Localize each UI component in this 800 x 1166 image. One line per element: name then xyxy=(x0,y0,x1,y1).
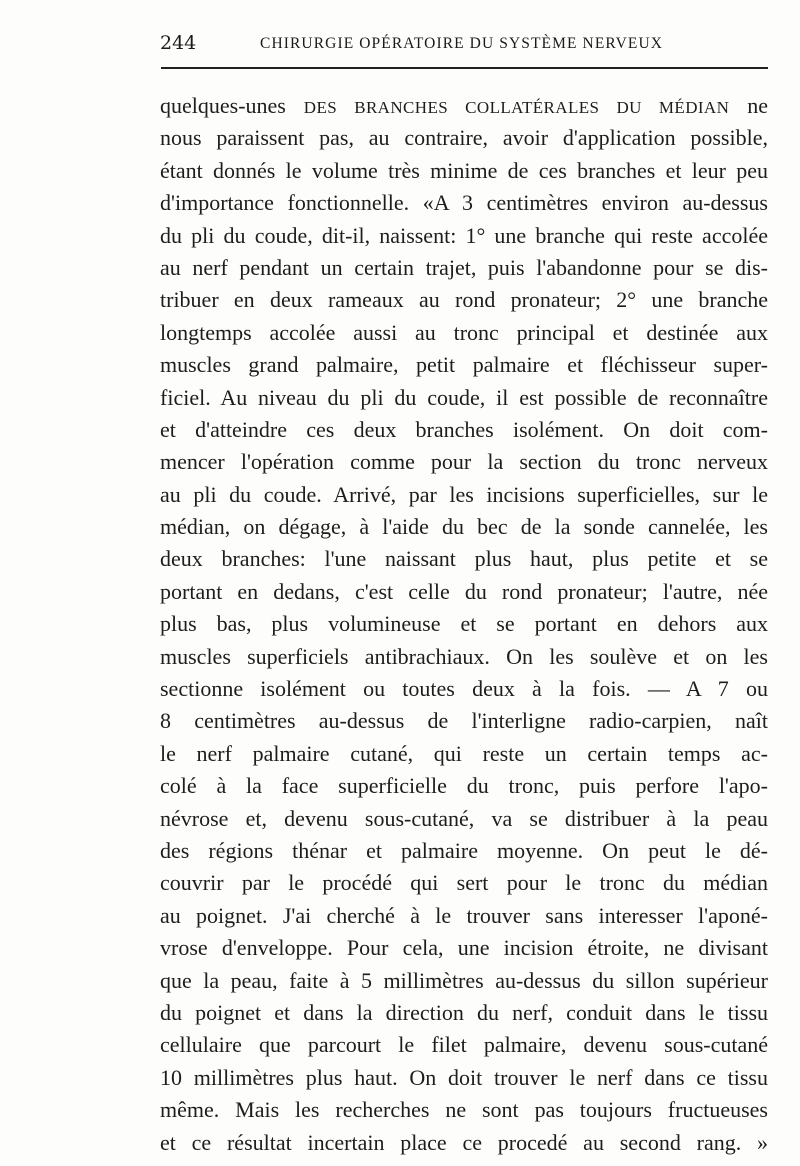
text-line: vrose d'enveloppe. Pour cela, une incision étroite, ne divisant xyxy=(160,935,768,961)
header-rule xyxy=(161,67,768,69)
text-line: du poignet et dans la direction du nerf, conduit dans le tissu xyxy=(160,999,768,1025)
text-line: le nerf palmaire cutané, qui reste un certain temps ac- xyxy=(160,740,768,766)
text-line: muscles superficiels antibrachiaux. On les soulève et on les xyxy=(160,643,768,669)
text-line: médian, on dégage, à l'aide du bec de la sonde cannelée, les xyxy=(160,514,768,540)
text-line: au pli du coude. Arrivé, par les incisions superficielles, sur le xyxy=(160,481,768,507)
text-line: névrose et, devenu sous-cutané, va se distribuer à la peau xyxy=(160,805,768,831)
text-line: sectionne isolément ou toutes deux à la fois. — A 7 ou xyxy=(160,676,768,702)
page-number: 244 xyxy=(160,32,197,54)
body-text xyxy=(160,90,768,1159)
text-line: mencer l'opération comme pour la section du tronc nerveux xyxy=(160,449,768,475)
text-line: cellulaire que parcourt le filet palmaire, devenu sous-cutané xyxy=(160,1032,768,1058)
text-line: portant en dedans, c'est celle du rond pronateur; l'autre, née xyxy=(160,578,768,604)
text-line: même. Mais les recherches ne sont pas toujours fructueuses xyxy=(160,1097,768,1123)
text-line: plus bas, plus volumineuse et se portant en dehors aux xyxy=(160,611,768,637)
text-line: tribuer en deux rameaux au rond pronateur; 2° une branche xyxy=(160,287,768,313)
running-head xyxy=(160,22,768,62)
text-line: longtemps accolée aussi au tronc principal et destinée aux xyxy=(160,319,768,345)
text-line: muscles grand palmaire, petit palmaire et fléchisseur super- xyxy=(160,352,768,378)
text-line: étant donnés le volume très minime de ces branches et leur peu xyxy=(160,157,768,183)
small-caps-phrase: DES BRANCHES COLLATÉRALES DU MÉDIAN xyxy=(303,98,730,117)
text-line: et d'atteindre ces deux branches isolément. On doit com- xyxy=(160,416,768,442)
text-line: d'importance fonctionnelle. «A 3 centimètres environ au-dessus xyxy=(160,190,768,216)
text-line: colé à la face superficielle du tronc, puis perfore l'apo- xyxy=(160,773,768,799)
text-line: du pli du coude, dit-il, naissent: 1° une branche qui reste accolée xyxy=(160,222,768,248)
text-line: des régions thénar et palmaire moyenne. On peut le dé- xyxy=(160,837,768,863)
text-fragment: quelques-unes xyxy=(160,93,304,118)
text-line: 8 centimètres au-dessus de l'interligne radio-carpien, naît xyxy=(160,708,768,734)
text-line: nous paraissent pas, au contraire, avoir d'application possible, xyxy=(160,125,768,151)
text-line: au poignet. J'ai cherché à le trouver sans interesser l'aponé- xyxy=(160,902,768,928)
text-line: et ce résultat incertain place ce procedé au second rang. » xyxy=(160,1129,768,1155)
text-line: ficiel. Au niveau du pli du coude, il est possible de reconnaître xyxy=(160,384,768,410)
text-line xyxy=(160,90,768,122)
text-line: que la peau, faite à 5 millimètres au-dessus du sillon supérieur xyxy=(160,967,768,993)
text-line: couvrir par le procédé qui sert pour le tronc du médian xyxy=(160,870,768,896)
text-line: au nerf pendant un certain trajet, puis l'abandonne pour se dis- xyxy=(160,254,768,280)
text-fragment: ne xyxy=(729,93,769,118)
running-title: CHIRURGIE OPÉRATOIRE DU SYSTÈME NERVEUX xyxy=(260,35,664,52)
text-line: deux branches: l'une naissant plus haut, plus petite et se xyxy=(160,546,768,572)
text-line: 10 millimètres plus haut. On doit trouver le nerf dans ce tissu xyxy=(160,1064,768,1090)
